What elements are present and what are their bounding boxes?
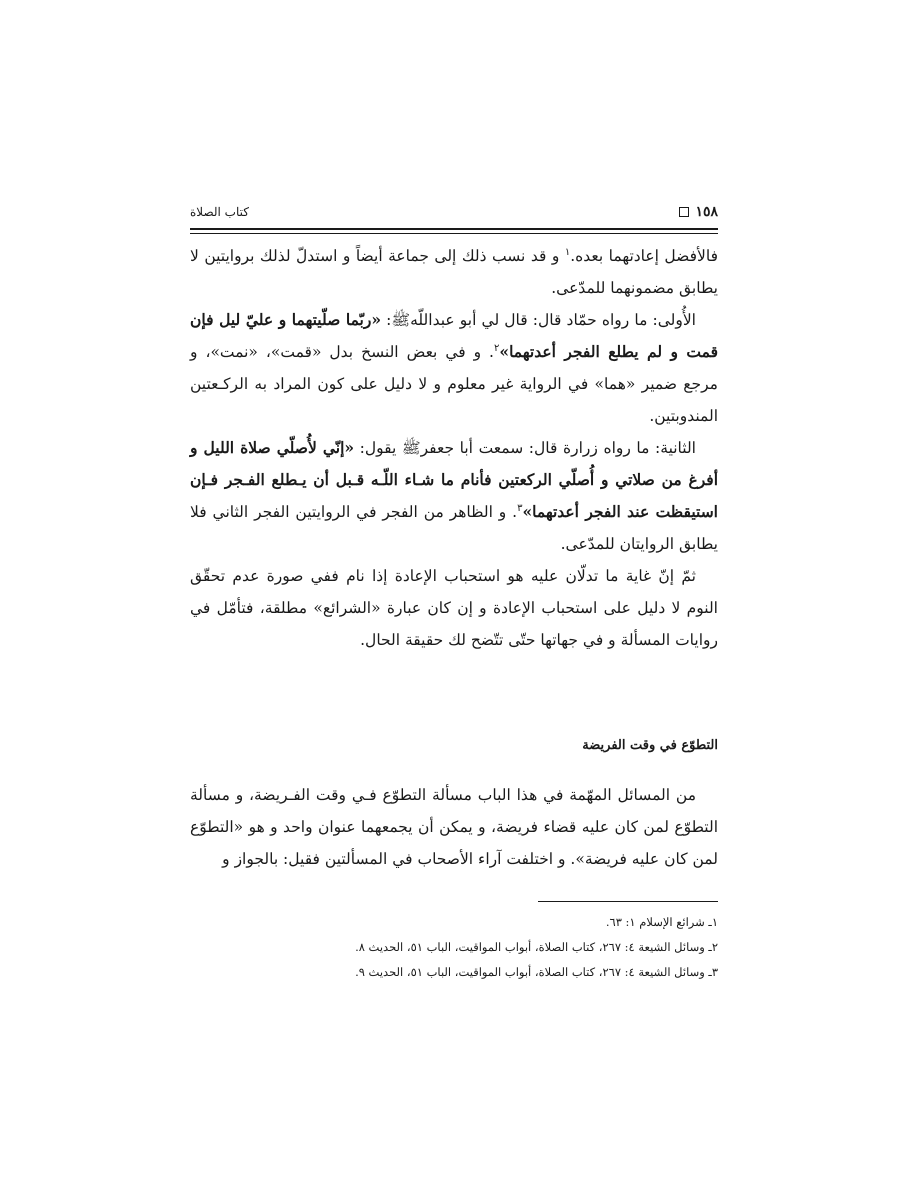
- paragraph-4: ثمّ إنّ غاية ما تدلّان عليه هو استحباب الإعادة إذا نام ففي صورة عدم تحقّق النوم لا دليل على استحباب الإعادة و إن كان عبارة «الشرائع» مطلقة، فتأمّل في روايات المسألة و في جهاتها حتّى تتّضح لك حقيقة الحال.: [190, 567, 718, 649]
- page-number: ١٥٨: [695, 204, 718, 220]
- footnote-ref-3[interactable]: ٣: [517, 502, 523, 514]
- page-header: [190, 200, 718, 224]
- paragraph-3: [190, 432, 718, 560]
- footnote-ref-1[interactable]: ١: [564, 246, 571, 258]
- p1-text-b: و قد نسب ذلك إلى جماعة أيضاً و استدلّ لذلك بروايتين لا يطابق مضمونهما للمدّعى.: [190, 247, 718, 297]
- book-page: [190, 0, 718, 1200]
- paragraph-1: [190, 240, 718, 304]
- p3-text-b: . و الظاهر من الفجر في الروايتين الفجر الثاني فلا يطابق الروايتان للمدّعى.: [190, 503, 718, 553]
- p2-hadith-quote: «ربّما صلّيتهما و عليّ ليل فإن قمت و لم يطلع الفجر أعدتهما»: [190, 310, 719, 361]
- running-title: كتاب الصلاة: [190, 205, 249, 219]
- p1-text-a: فالأفضل إعادتهما بعده.: [570, 247, 718, 265]
- header-rule-thick: [190, 228, 718, 230]
- main-text: [190, 240, 718, 656]
- footnote-1: ١ـ شرائع الإسلام ١: ٦٣.: [605, 915, 718, 929]
- header-rule-thin: [190, 233, 718, 234]
- section-paragraph: من المسائل المهّمة في هذا الباب مسألة التطوّع فـي وقت الفـريضة، و مسألة التطوّع لمن كان عليه قضاء فريضة، و يمكن أن يجمعهما عنوان واحد و هو «التطوّع لمن كان عليه فريضة». و اختلفت آراء الأصحاب في المسألتين فقيل: بالجواز و: [190, 786, 718, 868]
- footnote-2: ٢ـ وسائل الشيعة ٤: ٢٦٧، كتاب الصلاة، أبواب المواقيت، الباب ٥١، الحديث ٨.: [355, 940, 718, 954]
- square-ornament-icon: [679, 207, 689, 217]
- footnote-ref-2[interactable]: ٢: [494, 342, 500, 354]
- section-heading: التطوّع في وقت الفريضة: [582, 738, 718, 753]
- footnote-separator: [538, 901, 718, 902]
- paragraph-2: [190, 304, 718, 432]
- p3-text-a: الثانية: ما رواه زرارة قال: سمعت أبا جعفرﷺ يقول:: [354, 439, 696, 457]
- footnote-3: ٣ـ وسائل الشيعة ٤: ٢٦٧، كتاب الصلاة، أبواب المواقيت، الباب ٥١، الحديث ٩.: [355, 965, 718, 979]
- footnotes: [190, 910, 718, 985]
- p2-text-b: . و في بعض النسخ بدل «قمت»، «نمت»، و مرجع ضمير «هما» في الرواية غير معلوم و لا دليل على كون المراد به الركـعتين المندوبتين.: [190, 343, 718, 425]
- page-number-group: [679, 204, 718, 220]
- p2-text-a: الأُولى: ما رواه حمّاد قال: قال لي أبو عبداللّهﷺ:: [381, 311, 696, 329]
- section-text: [190, 779, 718, 875]
- p3-hadith-quote: «إنّي لأُصلّي صلاة الليل و أفرغ من صلاتي و أُصلّي الركعتين فأنام ما شـاء اللّـه قـبل أن يـطلع الفـجر فـإن استيقظت عند الفجر أعدتهما»: [190, 438, 718, 521]
